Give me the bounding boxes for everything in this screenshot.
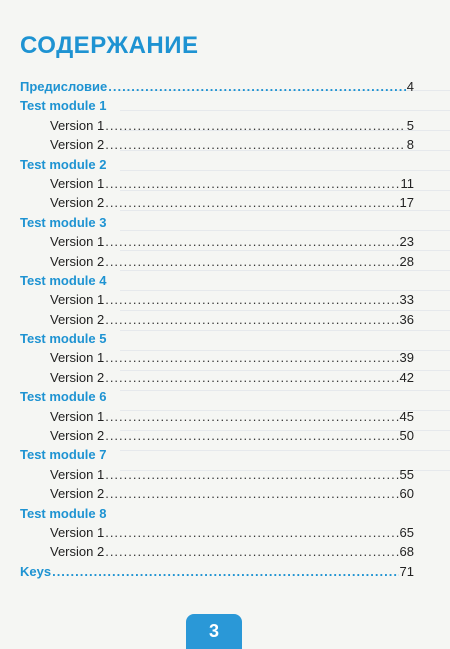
toc-page: 45 (399, 408, 414, 424)
toc-module-heading[interactable] (20, 157, 414, 176)
toc-entry[interactable] (20, 118, 414, 137)
toc-page: 33 (399, 292, 414, 308)
dot-leader (105, 409, 398, 424)
toc-module-heading[interactable] (20, 447, 414, 466)
toc-label: Version 1 (50, 292, 105, 308)
toc-label: Test module 4 (20, 272, 107, 288)
toc-page: 50 (399, 428, 414, 444)
toc-label: Version 2 (50, 428, 105, 444)
toc-page: 17 (399, 195, 414, 211)
toc-module-heading[interactable] (20, 506, 414, 525)
dot-leader (105, 176, 399, 191)
dot-leader (105, 486, 398, 501)
toc-page: 68 (399, 544, 414, 560)
toc-label: Test module 8 (20, 505, 107, 521)
toc-label: Test module 7 (20, 447, 107, 463)
toc-entry[interactable] (20, 254, 414, 273)
toc-entry[interactable] (20, 428, 414, 447)
toc-label: Version 2 (50, 137, 105, 153)
dot-leader (105, 467, 398, 482)
toc-page: 28 (399, 253, 414, 269)
toc-label: Test module 1 (20, 98, 107, 114)
toc-label: Version 2 (50, 311, 105, 327)
toc-entry[interactable] (20, 486, 414, 505)
toc-label: Test module 6 (20, 389, 107, 405)
toc-page: 71 (399, 563, 414, 579)
dot-leader (108, 79, 406, 94)
dot-leader (105, 234, 398, 249)
toc-label: Test module 3 (20, 214, 107, 230)
toc-entry-keys[interactable] (20, 564, 414, 583)
toc-module-heading[interactable] (20, 331, 414, 350)
toc-entry[interactable] (20, 292, 414, 311)
toc-page: 39 (399, 350, 414, 366)
dot-leader (105, 428, 398, 443)
dot-leader (105, 137, 406, 152)
page-number-badge: 3 (186, 614, 242, 649)
toc-module-heading[interactable] (20, 389, 414, 408)
toc-module-heading[interactable] (20, 215, 414, 234)
toc-label: Test module 5 (20, 331, 107, 347)
toc-page: 11 (400, 175, 414, 191)
toc-page: 60 (399, 486, 414, 502)
toc-page: 36 (399, 311, 414, 327)
toc-page: 65 (399, 524, 414, 540)
toc-entry[interactable] (20, 234, 414, 253)
toc-label: Version 2 (50, 195, 105, 211)
dot-leader (105, 195, 398, 210)
toc-page: 8 (406, 137, 414, 153)
toc-entry[interactable] (20, 137, 414, 156)
toc-entry-preface[interactable] (20, 79, 414, 98)
dot-leader (52, 564, 398, 579)
toc-page: 42 (399, 369, 414, 385)
toc-entry[interactable] (20, 544, 414, 563)
toc-page: 5 (406, 117, 414, 133)
toc-label: Test module 2 (20, 156, 107, 172)
dot-leader (105, 292, 398, 307)
toc-label: Version 1 (50, 524, 105, 540)
dot-leader (105, 118, 406, 133)
toc-label: Version 2 (50, 369, 105, 385)
table-of-contents (20, 79, 414, 583)
toc-label: Version 2 (50, 544, 105, 560)
toc-module-heading[interactable] (20, 98, 414, 117)
dot-leader (105, 312, 398, 327)
toc-entry[interactable] (20, 195, 414, 214)
toc-entry[interactable] (20, 312, 414, 331)
toc-entry[interactable] (20, 350, 414, 369)
toc-entry[interactable] (20, 370, 414, 389)
toc-module-heading[interactable] (20, 273, 414, 292)
toc-entry[interactable] (20, 525, 414, 544)
dot-leader (105, 544, 398, 559)
toc-label: Version 1 (50, 175, 105, 191)
toc-label: Version 1 (50, 466, 105, 482)
toc-entry[interactable] (20, 176, 414, 195)
toc-entry[interactable] (20, 467, 414, 486)
dot-leader (105, 370, 398, 385)
toc-label: Version 2 (50, 486, 105, 502)
toc-label: Version 1 (50, 408, 105, 424)
toc-label: Keys (20, 563, 52, 579)
toc-label: Version 1 (50, 117, 105, 133)
dot-leader (105, 525, 398, 540)
toc-page: 23 (399, 234, 414, 250)
toc-page: 4 (406, 79, 414, 94)
toc-entry[interactable] (20, 409, 414, 428)
contents-title: СОДЕРЖАНИЕ (20, 32, 199, 59)
toc-label: Version 1 (50, 234, 105, 250)
dot-leader (105, 254, 398, 269)
toc-label: Version 1 (50, 350, 105, 366)
toc-label: Предисловие (20, 79, 108, 94)
toc-page: 55 (399, 466, 414, 482)
toc-label: Version 2 (50, 253, 105, 269)
dot-leader (105, 350, 398, 365)
